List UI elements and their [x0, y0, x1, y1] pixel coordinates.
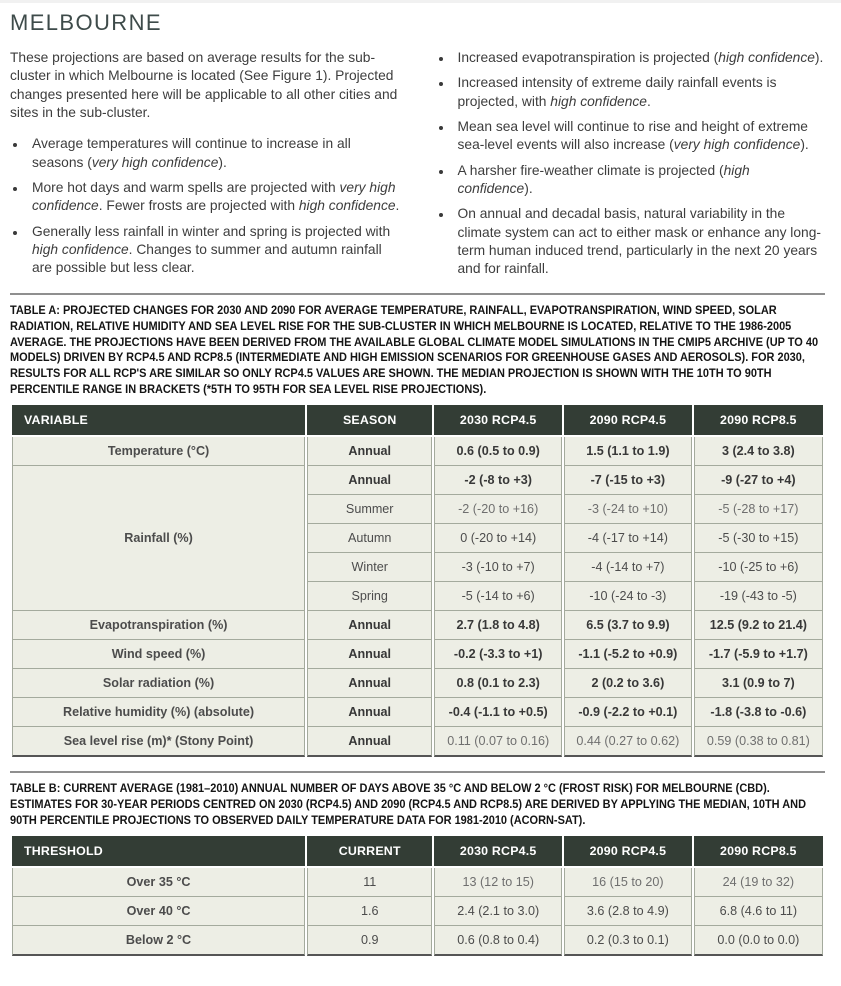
season-cell: Annual [307, 727, 432, 757]
column-header-2030-rcp45: 2030 RCP4.5 [434, 405, 562, 437]
value-cell: 6.5 (3.7 to 9.9) [564, 611, 692, 640]
value-cell: 0.0 (0.0 to 0.0) [694, 926, 823, 956]
column-header-season: SEASON [307, 405, 432, 437]
table-row-over-35 [12, 868, 823, 897]
season-cell: Annual [307, 698, 432, 727]
column-header-2090-rcp45: 2090 RCP4.5 [564, 836, 692, 868]
column-header-2090-rcp85: 2090 RCP8.5 [694, 836, 823, 868]
value-cell: -0.2 (-3.3 to +1) [434, 640, 562, 669]
value-cell: 6.8 (4.6 to 11) [694, 897, 823, 926]
column-header-current: CURRENT [307, 836, 432, 868]
header-row [12, 836, 823, 868]
column-header-2090-rcp85: 2090 RCP8.5 [694, 405, 823, 437]
season-cell: Annual [307, 466, 432, 495]
table-row-sea-level-rise [12, 727, 823, 757]
section-divider [10, 771, 825, 773]
value-cell: 0.11 (0.07 to 0.16) [434, 727, 562, 757]
bullet-item: • More hot days and warm spells are projected with very high confidence. Fewer frosts are projected with high confidence. [27, 179, 400, 216]
season-cell: Annual [307, 437, 432, 466]
intro-paragraph: These projections are based on average results for the sub-cluster in which Melbourne is located (See Figure 1). Projected changes presented here will be applicable to all other cities and sites in the sub-cluster. [10, 50, 398, 121]
season-cell: Annual [307, 640, 432, 669]
value-cell: -0.9 (-2.2 to +0.1) [564, 698, 692, 727]
value-cell: 2.4 (2.1 to 3.0) [434, 897, 562, 926]
value-cell: 3 (2.4 to 3.8) [694, 437, 823, 466]
value-cell: 13 (12 to 15) [434, 868, 562, 897]
table-a-header [12, 405, 823, 437]
season-cell: Winter [307, 553, 432, 582]
value-cell: -1.8 (-3.8 to -0.6) [694, 698, 823, 727]
value-cell: -4 (-17 to +14) [564, 524, 692, 553]
value-cell: -10 (-24 to -3) [564, 582, 692, 611]
season-cell: Autumn [307, 524, 432, 553]
bullet-item: • Average temperatures will continue to increase in all seasons (very high confidence). [27, 135, 400, 172]
value-cell: 0.6 (0.8 to 0.4) [434, 926, 562, 956]
value-cell: 3.6 (2.8 to 4.9) [564, 897, 692, 926]
value-cell: -3 (-24 to +10) [564, 495, 692, 524]
page-title: MELBOURNE [10, 10, 162, 35]
value-cell: 12.5 (9.2 to 21.4) [694, 611, 823, 640]
threshold-cell: Below 2 °C [12, 926, 305, 956]
table-row-below-2 [12, 926, 823, 956]
table-row-evapotranspiration [12, 611, 823, 640]
variable-cell: Wind speed (%) [12, 640, 305, 669]
table-b-header [12, 836, 823, 868]
column-header-threshold: THRESHOLD [12, 836, 305, 868]
table-b [10, 836, 825, 956]
table-row-temperature [12, 437, 823, 466]
variable-cell: Evapotranspiration (%) [12, 611, 305, 640]
value-cell: -5 (-28 to +17) [694, 495, 823, 524]
bullet-item: • Generally less rainfall in winter and spring is projected with high confidence. Changes to summer and autumn rainfall are possible but less clear. [27, 223, 400, 278]
value-cell: -1.7 (-5.9 to +1.7) [694, 640, 823, 669]
bullet-list-left [10, 135, 400, 277]
column-header-variable: VARIABLE [12, 405, 305, 437]
current-cell: 11 [307, 868, 432, 897]
variable-cell: Relative humidity (%) (absolute) [12, 698, 305, 727]
section-divider [10, 293, 825, 295]
value-cell: 0 (-20 to +14) [434, 524, 562, 553]
table-a [10, 405, 825, 757]
left-column [10, 49, 400, 279]
value-cell: -2 (-20 to +16) [434, 495, 562, 524]
column-header-2090-rcp45: 2090 RCP4.5 [564, 405, 692, 437]
table-row-wind-speed [12, 640, 823, 669]
value-cell: 0.8 (0.1 to 2.3) [434, 669, 562, 698]
bullet-item: • Increased intensity of extreme daily rainfall events is projected, with high confidence. [453, 74, 826, 111]
table-row-rainfall-annual [12, 466, 823, 495]
bullet-item: • Mean sea level will continue to rise and height of extreme sea-level events will also increase (very high confidence). [453, 118, 826, 155]
season-cell: Annual [307, 611, 432, 640]
value-cell: 0.2 (0.3 to 0.1) [564, 926, 692, 956]
value-cell: 0.59 (0.38 to 0.81) [694, 727, 823, 757]
season-cell: Summer [307, 495, 432, 524]
value-cell: -19 (-43 to -5) [694, 582, 823, 611]
variable-cell: Sea level rise (m)* (Stony Point) [12, 727, 305, 757]
bullet-item: • A harsher fire-weather climate is projected (high confidence). [453, 162, 826, 199]
threshold-cell: Over 40 °C [12, 897, 305, 926]
variable-cell: Solar radiation (%) [12, 669, 305, 698]
current-cell: 1.6 [307, 897, 432, 926]
value-cell: -5 (-14 to +6) [434, 582, 562, 611]
value-cell: 3.1 (0.9 to 7) [694, 669, 823, 698]
value-cell: -7 (-15 to +3) [564, 466, 692, 495]
bullet-list-right [436, 49, 826, 279]
threshold-cell: Over 35 °C [12, 868, 305, 897]
value-cell: -4 (-14 to +7) [564, 553, 692, 582]
season-cell: Spring [307, 582, 432, 611]
table-a-caption: TABLE A: PROJECTED CHANGES FOR 2030 AND 2090 FOR AVERAGE TEMPERATURE, RAINFALL, EVAPOTRANSPIRATION, WIND SPEED, SOLAR RADIATION, RELATIVE HUMIDITY AND SEA LEVEL RISE FOR THE SUB-CLUSTER IN WHICH MELBOURNE IS LOCATED, RELATIVE TO THE 1986-2005 AVERAGE. THE PROJECTIONS HAVE BEEN DERIVED FROM THE AVAILABLE GLOBAL CLIMATE MODEL SIMULATIONS IN THE CMIP5 ARCHIVE (UP TO 40 MODELS) DRIVEN BY RCP4.5 AND RCP8.5 (INTERMEDIATE AND HIGH EMISSION SCENARIOS FOR GREENHOUSE GASES AND AEROSOLS). FOR 2030, RESULTS FOR ALL RCP'S ARE SIMILAR SO ONLY RCP4.5 VALUES ARE SHOWN. THE MEDIAN PROJECTION IS SHOWN WITH THE 10TH TO 90TH PERCENTILE RANGE IN BRACKETS (*5TH TO 95TH FOR SEA LEVEL RISE PROJECTIONS). [10, 302, 819, 397]
value-cell: -1.1 (-5.2 to +0.9) [564, 640, 692, 669]
table-row-solar-radiation [12, 669, 823, 698]
variable-cell: Rainfall (%) [12, 466, 305, 611]
value-cell: -10 (-25 to +6) [694, 553, 823, 582]
value-cell: 0.6 (0.5 to 0.9) [434, 437, 562, 466]
value-cell: 2 (0.2 to 3.6) [564, 669, 692, 698]
right-column [436, 49, 826, 279]
current-cell: 0.9 [307, 926, 432, 956]
value-cell: 1.5 (1.1 to 1.9) [564, 437, 692, 466]
table-b-caption: TABLE B: CURRENT AVERAGE (1981–2010) ANNUAL NUMBER OF DAYS ABOVE 35 °C AND BELOW 2 °C (FROST RISK) FOR MELBOURNE (CBD). ESTIMATES FOR 30-YEAR PERIODS CENTRED ON 2030 (RCP4.5) AND 2090 (RCP4.5 AND RCP8.5) ARE DERIVED BY APPLYING THE MEDIAN, 10TH AND 90TH PERCENTILE PROJECTIONS TO OBSERVED DAILY TEMPERATURE DATA FOR 1981-2010 (ACORN-SAT). [10, 781, 806, 827]
value-cell: -0.4 (-1.1 to +0.5) [434, 698, 562, 727]
value-cell: -3 (-10 to +7) [434, 553, 562, 582]
table-row-over-40 [12, 897, 823, 926]
value-cell: 16 (15 to 20) [564, 868, 692, 897]
table-row-relative-humidity [12, 698, 823, 727]
value-cell: -2 (-8 to +3) [434, 466, 562, 495]
season-cell: Annual [307, 669, 432, 698]
value-cell: -9 (-27 to +4) [694, 466, 823, 495]
variable-cell: Temperature (°C) [12, 437, 305, 466]
column-header-2030-rcp45: 2030 RCP4.5 [434, 836, 562, 868]
value-cell: 24 (19 to 32) [694, 868, 823, 897]
bullet-item: • Increased evapotranspiration is projected (high confidence). [453, 49, 826, 67]
bullet-item: • On annual and decadal basis, natural variability in the climate system can act to either mask or enhance any long-term human induced trend, particularly in the next 20 years and for rainfall. [453, 205, 826, 278]
value-cell: 0.44 (0.27 to 0.62) [564, 727, 692, 757]
header-row [12, 405, 823, 437]
value-cell: -5 (-30 to +15) [694, 524, 823, 553]
value-cell: 2.7 (1.8 to 4.8) [434, 611, 562, 640]
intro-columns [10, 49, 825, 279]
